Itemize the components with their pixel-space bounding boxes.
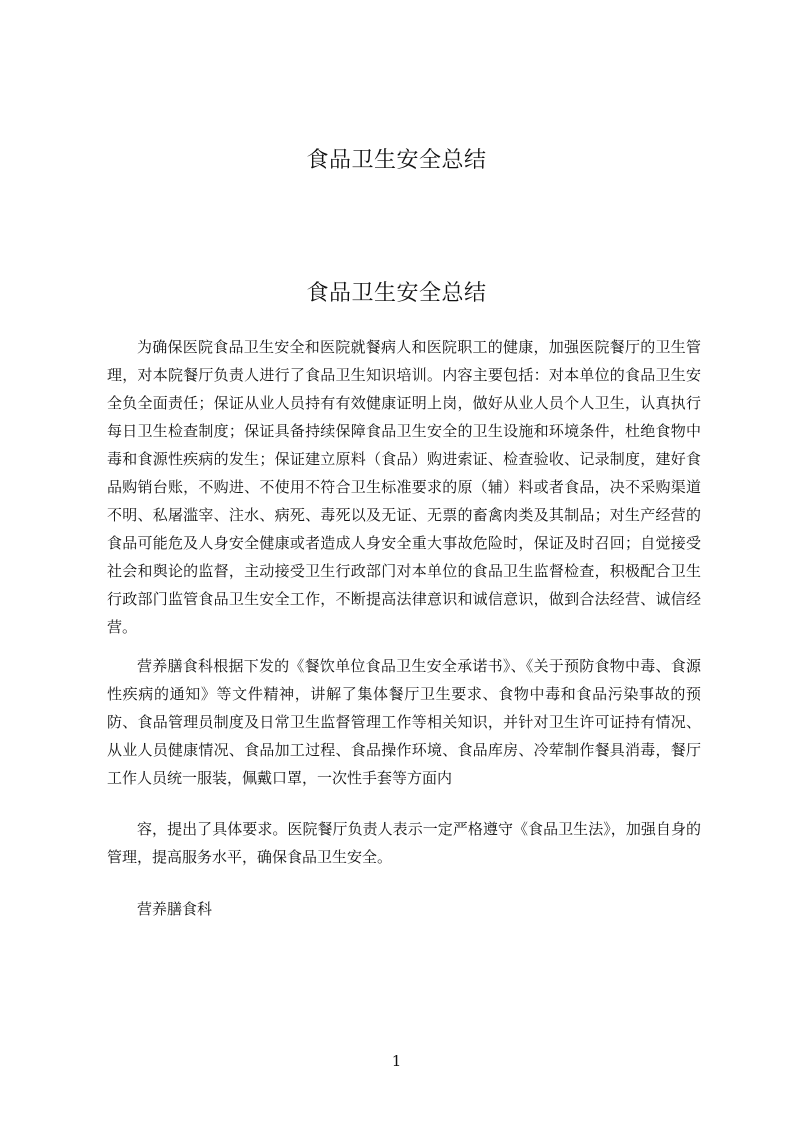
body-paragraph-3: 容，提出了具体要求。医院餐厅负责人表示一定严格遵守《食品卫生法》，加强自身的管理，提高服务水平，确保食品卫生安全。 bbox=[107, 820, 701, 866]
document-title: 食品卫生安全总结 bbox=[306, 281, 487, 306]
page-number: 1 bbox=[391, 1052, 402, 1070]
signature-department: 营养膳食科 bbox=[137, 900, 213, 918]
header-title: 食品卫生安全总结 bbox=[306, 148, 487, 173]
body-paragraph-2: 营养膳食科根据下发的《餐饮单位食品卫生安全承诺书》、《关于预防食物中毒、食源性疾病的通知》等文件精神，讲解了集体餐厅卫生要求、食物中毒和食品污染事故的预防、食品管理员制度及日常卫生监督管理工作等相关知识，并针对卫生许可证持有情况、从业人员健康情况、食品加工过程、食品操作环境、食品库房、冷荤制作餐具消毒，餐厅工作人员统一服装，佩戴口罩，一次性手套等方面内 bbox=[107, 657, 701, 787]
body-paragraph-1: 为确保医院食品卫生安全和医院就餐病人和医院职工的健康，加强医院餐厅的卫生管理，对本院餐厅负责人进行了食品卫生知识培训。内容主要包括：对本单位的食品卫生安全负全面责任；保证从业人员持有有效健康证明上岗，做好从业人员个人卫生，认真执行每日卫生检查制度；保证具备持续保障食品卫生安全的卫生设施和环境条件，杜绝食物中毒和食源性疾病的发生；保证建立原料（食品）购进索证、检查验收、记录制度，建好食品购销台账，不购进、不使用不符合卫生标准要求的原（辅）料或者食品，决不采购渠道不明、私屠滥宰、注水、病死、毒死以及无证、无票的畜禽肉类及其制品；对生产经营的食品可能危及人身安全健康或者造成人身安全重大事故危险时，保证及时召回；自觉接受社会和舆论的监督，主动接受卫生行政部门对本单位的食品卫生监督检查，积极配合卫生行政部门监管食品卫生安全工作，不断提高法律意识和诚信意识，做到合法经营、诚信经营。 bbox=[107, 338, 701, 636]
